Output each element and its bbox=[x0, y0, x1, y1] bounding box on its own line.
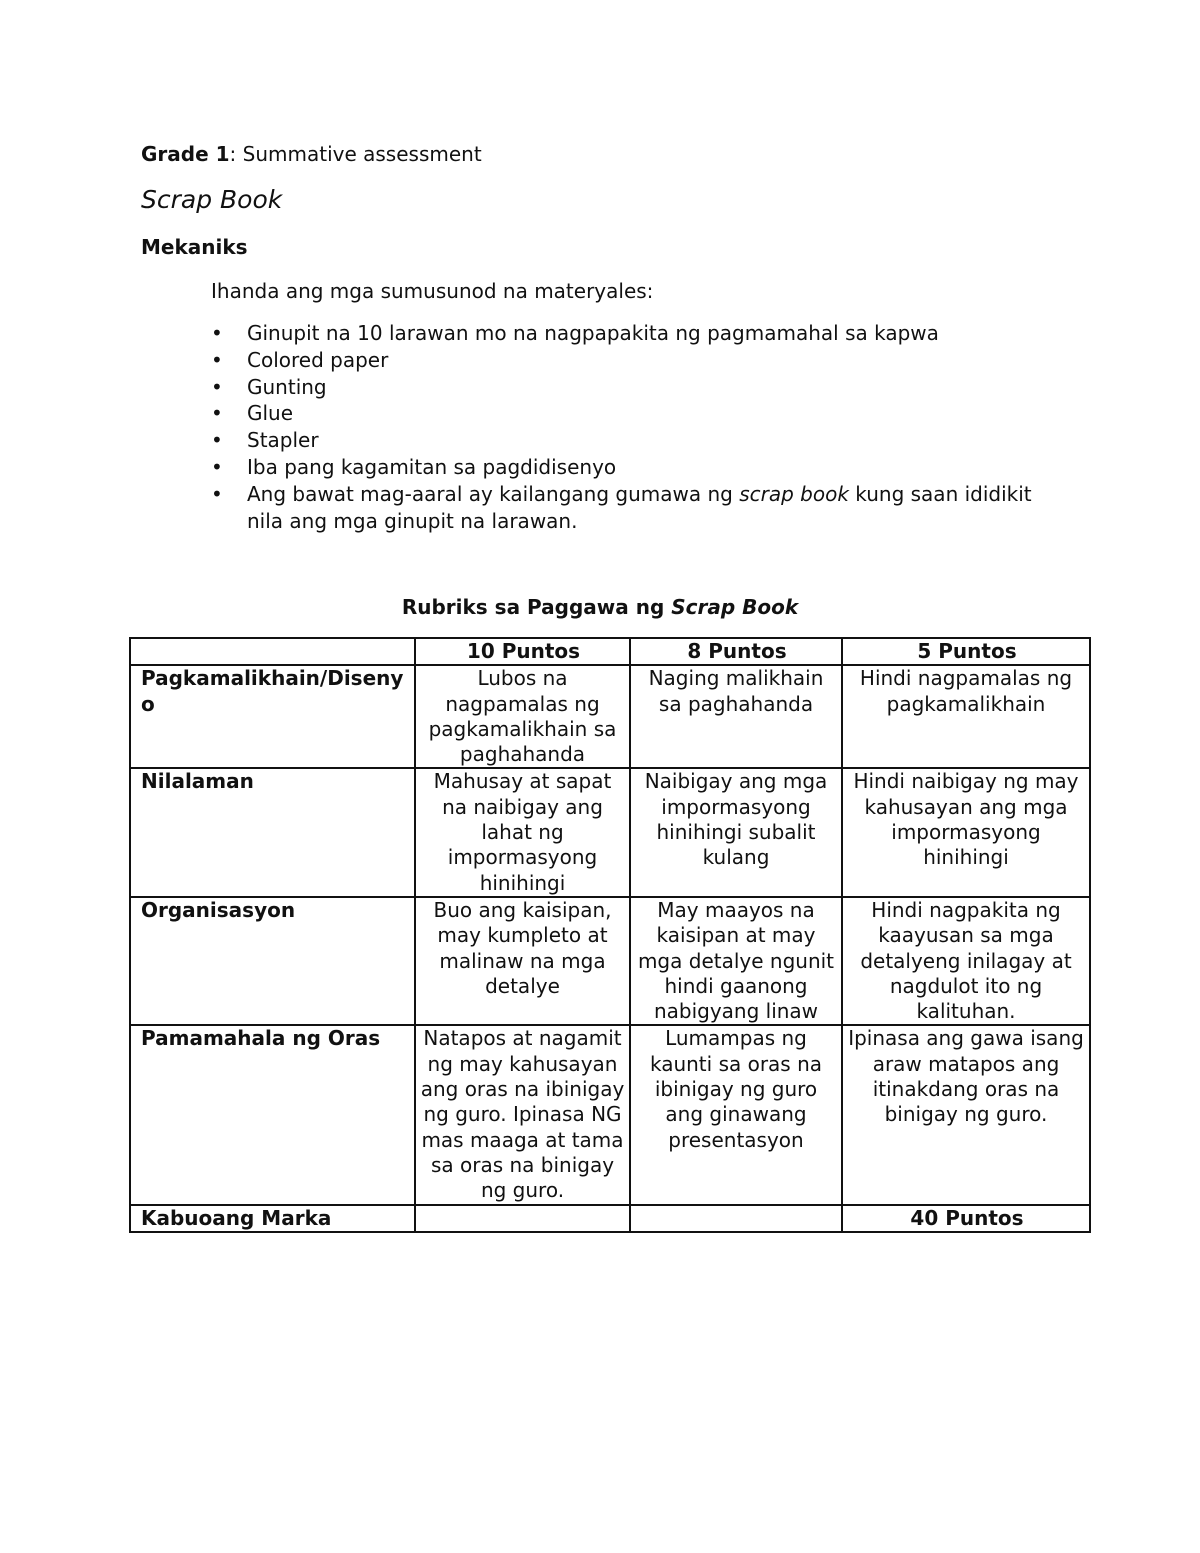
rubric-title-italic: Scrap Book bbox=[671, 595, 799, 619]
criterion-cell: Pagkamalikhain/Disenyo bbox=[130, 665, 415, 768]
list-item bbox=[211, 400, 1041, 427]
list-item-text: Colored paper bbox=[247, 347, 389, 372]
bullet-icon: • bbox=[211, 401, 223, 426]
bullet-icon: • bbox=[211, 374, 223, 399]
bullet-icon: • bbox=[211, 347, 223, 372]
descriptor-cell-8: Naging malikhain sa paghahanda bbox=[630, 665, 842, 768]
descriptor-cell-8: Naibigay ang mga impormasyong hinihingi subalit kulang bbox=[630, 768, 842, 896]
list-item-text-italic: scrap book bbox=[739, 481, 849, 506]
descriptor-cell-5: Hindi nagpamalas ng pagkamalikhain bbox=[842, 665, 1090, 768]
list-item-text-before: Ang bawat mag-aaral ay kailangang gumawa ng bbox=[247, 481, 740, 506]
descriptor-cell-5: Hindi naibigay ng may kahusayan ang mga impormasyong hinihingi bbox=[842, 768, 1090, 896]
descriptor-cell-10: Mahusay at sapat na naibigay ang lahat ng impormasyong hinihingi bbox=[415, 768, 630, 896]
header-cell-criteria bbox=[130, 638, 415, 665]
header-cell-5-puntos: 5 Puntos bbox=[842, 638, 1090, 665]
header-cell-8-puntos: 8 Puntos bbox=[630, 638, 842, 665]
total-label-cell: Kabuoang Marka bbox=[130, 1205, 415, 1232]
rubric-title-plain: Rubriks sa Paggawa ng bbox=[401, 595, 672, 619]
list-item bbox=[211, 320, 1041, 347]
list-item bbox=[211, 481, 1041, 535]
list-item bbox=[211, 347, 1041, 374]
document-title: Scrap Book bbox=[141, 185, 283, 214]
table-header-row bbox=[130, 638, 1090, 665]
descriptor-cell-5: Ipinasa ang gawa isang araw matapos ang itinakdang oras na binigay ng guro. bbox=[842, 1025, 1090, 1204]
bullet-icon: • bbox=[211, 454, 223, 479]
total-cell-8 bbox=[630, 1205, 842, 1232]
table-row bbox=[130, 1025, 1090, 1204]
header-cell-10-puntos: 10 Puntos bbox=[415, 638, 630, 665]
list-item-text: Gunting bbox=[247, 374, 327, 399]
table-row bbox=[130, 897, 1090, 1025]
total-row bbox=[130, 1205, 1090, 1232]
descriptor-cell-10: Natapos at nagamit ng may kahusayan ang oras na ibinigay ng guro. Ipinasa NG mas maaga at tama sa oras na binigay ng guro. bbox=[415, 1025, 630, 1204]
grade-label: Grade 1 bbox=[141, 142, 230, 166]
list-item bbox=[211, 454, 1041, 481]
criterion-cell: Pamamahala ng Oras bbox=[130, 1025, 415, 1204]
list-item bbox=[211, 427, 1041, 454]
list-item bbox=[211, 374, 1041, 401]
bullet-icon: • bbox=[211, 321, 223, 345]
list-item-text-after: kung saan ididikit nila ang mga ginupit na larawan. bbox=[247, 481, 1032, 533]
materials-list bbox=[211, 320, 1041, 534]
criterion-cell: Organisasyon bbox=[130, 897, 415, 1025]
total-cell-10 bbox=[415, 1205, 630, 1232]
section-heading: Mekaniks bbox=[141, 235, 248, 259]
descriptor-cell-5: Hindi nagpakita ng kaayusan sa mga detalyeng inilagay at nagdulot ito ng kalituhan. bbox=[842, 897, 1090, 1025]
list-item-text: Ginupit na 10 larawan mo na nagpapakita ng pagmamahal sa kapwa bbox=[247, 321, 939, 345]
list-item-text: Stapler bbox=[247, 428, 319, 453]
criterion-cell: Nilalaman bbox=[130, 768, 415, 896]
list-item-text: Glue bbox=[247, 401, 294, 426]
bullet-icon: • bbox=[211, 428, 223, 453]
bullet-icon: • bbox=[211, 481, 223, 506]
descriptor-cell-8: Lumampas ng kaunti sa oras na ibinigay ng guro ang ginawang presentasyon bbox=[630, 1025, 842, 1204]
materials-intro: Ihanda ang mga sumusunod na materyales: bbox=[211, 279, 654, 303]
list-item-text: Iba pang kagamitan sa pagdidisenyo bbox=[247, 454, 617, 479]
grade-line bbox=[141, 141, 482, 167]
rubric-title bbox=[0, 594, 1200, 620]
descriptor-cell-10: Lubos na nagpamalas ng pagkamalikhain sa paghahanda bbox=[415, 665, 630, 768]
table-row bbox=[130, 665, 1090, 768]
rubric-table bbox=[129, 637, 1091, 1233]
assessment-type: : Summative assessment bbox=[229, 142, 482, 166]
table-row bbox=[130, 768, 1090, 896]
descriptor-cell-10: Buo ang kaisipan, may kumpleto at malinaw na mga detalye bbox=[415, 897, 630, 1025]
total-cell-5: 40 Puntos bbox=[842, 1205, 1090, 1232]
descriptor-cell-8: May maayos na kaisipan at may mga detalye ngunit hindi gaanong nabigyang linaw bbox=[630, 897, 842, 1025]
